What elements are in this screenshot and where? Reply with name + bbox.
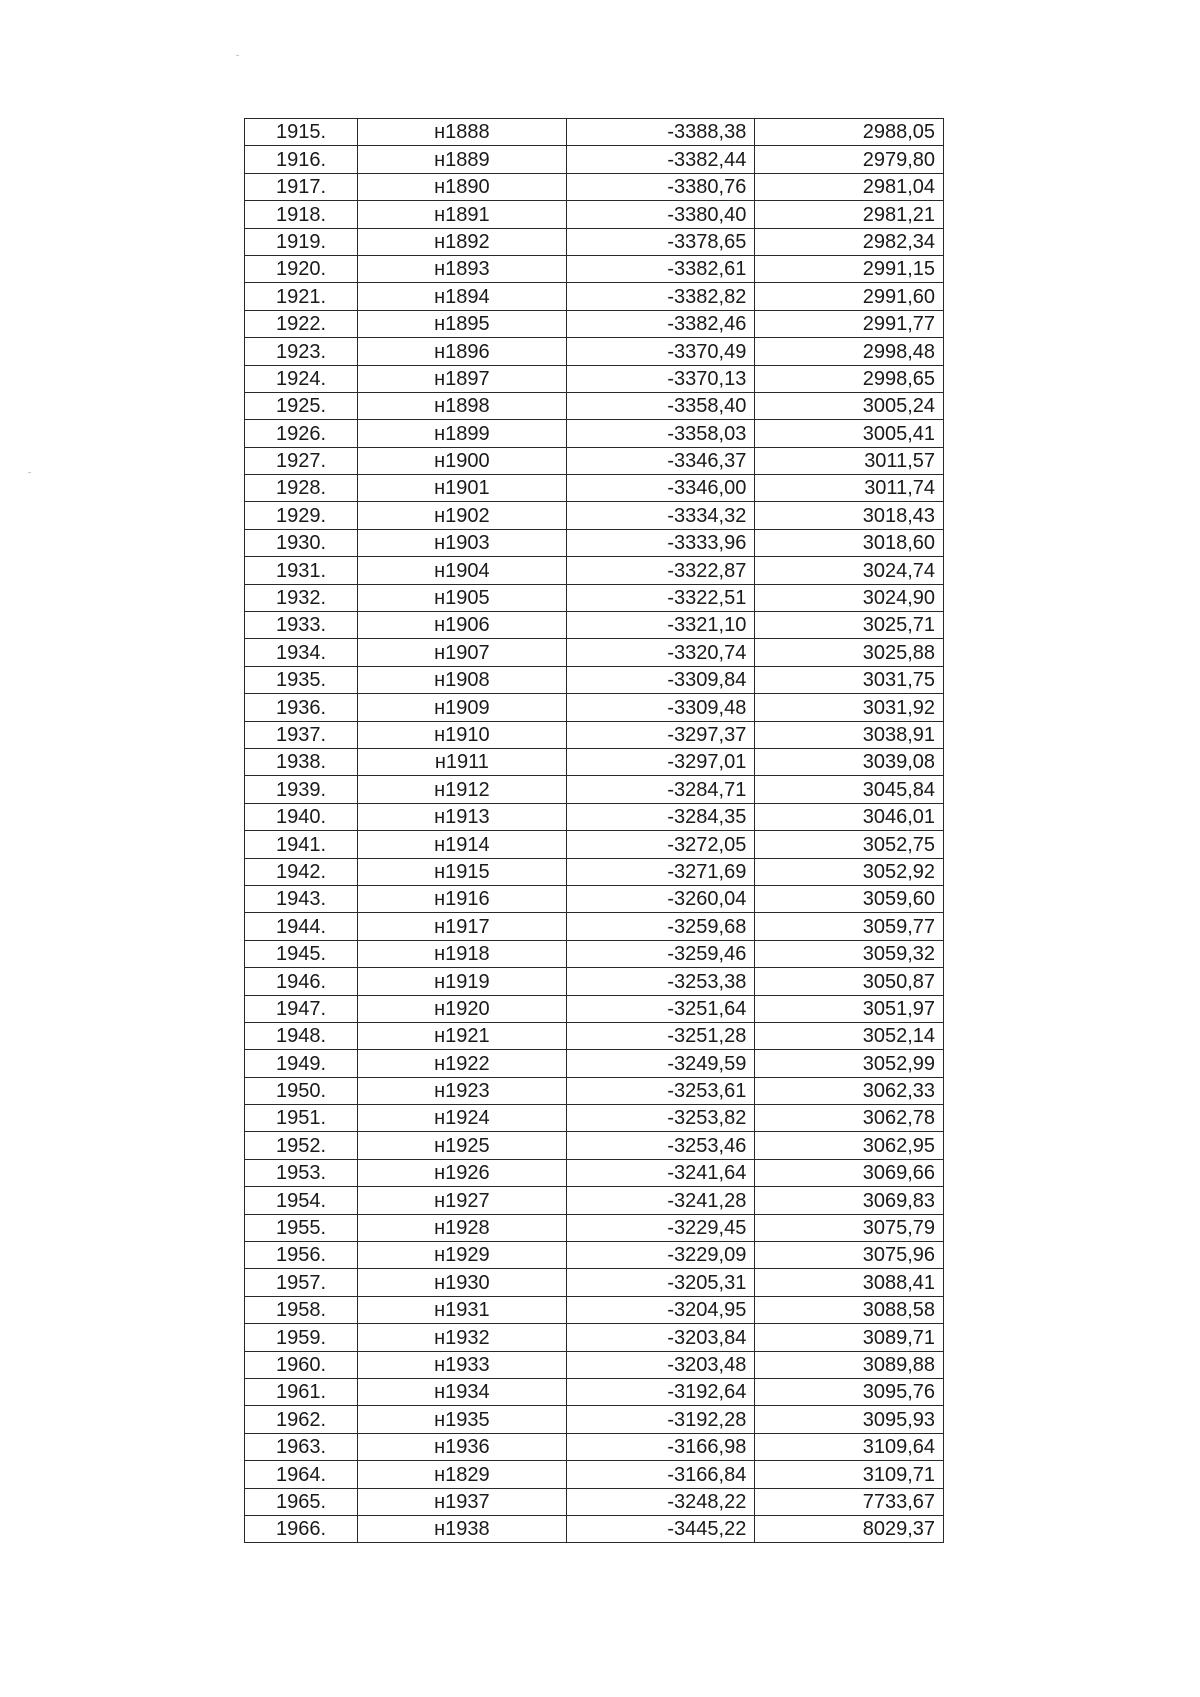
row-number-cell: 1960. <box>245 1351 358 1378</box>
table-row <box>245 146 944 173</box>
y-coordinate-cell: 2988,05 <box>755 119 944 146</box>
point-name-cell: н1911 <box>357 748 566 775</box>
point-name-cell: н1934 <box>357 1378 566 1405</box>
y-coordinate-cell: 3038,91 <box>755 721 944 748</box>
x-coordinate-cell: -3166,84 <box>566 1461 755 1488</box>
table-row <box>245 940 944 967</box>
x-coordinate-cell: -3388,38 <box>566 119 755 146</box>
x-coordinate-cell: -3284,35 <box>566 803 755 830</box>
table-row <box>245 173 944 200</box>
x-coordinate-cell: -3346,00 <box>566 475 755 502</box>
table-row <box>245 201 944 228</box>
table-row <box>245 1461 944 1488</box>
coordinates-table-body <box>245 119 944 1543</box>
row-number-cell: 1927. <box>245 447 358 474</box>
point-name-cell: н1898 <box>357 392 566 419</box>
table-row <box>245 1187 944 1214</box>
point-name-cell: н1938 <box>357 1515 566 1542</box>
x-coordinate-cell: -3251,28 <box>566 1022 755 1049</box>
point-name-cell: н1933 <box>357 1351 566 1378</box>
row-number-cell: 1943. <box>245 885 358 912</box>
point-name-cell: н1908 <box>357 666 566 693</box>
row-number-cell: 1956. <box>245 1242 358 1269</box>
row-number-cell: 1939. <box>245 776 358 803</box>
point-name-cell: н1930 <box>357 1269 566 1296</box>
row-number-cell: 1937. <box>245 721 358 748</box>
x-coordinate-cell: -3382,46 <box>566 310 755 337</box>
scan-speck <box>28 472 31 473</box>
y-coordinate-cell: 3059,60 <box>755 885 944 912</box>
table-row <box>245 584 944 611</box>
row-number-cell: 1961. <box>245 1378 358 1405</box>
row-number-cell: 1966. <box>245 1515 358 1542</box>
table-row <box>245 1159 944 1186</box>
table-row <box>245 420 944 447</box>
y-coordinate-cell: 3011,57 <box>755 447 944 474</box>
row-number-cell: 1924. <box>245 365 358 392</box>
table-row <box>245 475 944 502</box>
row-number-cell: 1964. <box>245 1461 358 1488</box>
table-row <box>245 557 944 584</box>
table-row <box>245 858 944 885</box>
y-coordinate-cell: 3005,41 <box>755 420 944 447</box>
y-coordinate-cell: 3088,58 <box>755 1296 944 1323</box>
y-coordinate-cell: 3069,66 <box>755 1159 944 1186</box>
row-number-cell: 1920. <box>245 255 358 282</box>
row-number-cell: 1955. <box>245 1214 358 1241</box>
table-row <box>245 1324 944 1351</box>
point-name-cell: н1895 <box>357 310 566 337</box>
table-row <box>245 1406 944 1433</box>
table-row <box>245 721 944 748</box>
table-row <box>245 1050 944 1077</box>
table-row <box>245 1433 944 1460</box>
point-name-cell: н1923 <box>357 1077 566 1104</box>
x-coordinate-cell: -3380,40 <box>566 201 755 228</box>
row-number-cell: 1944. <box>245 913 358 940</box>
point-name-cell: н1901 <box>357 475 566 502</box>
table-row <box>245 1488 944 1515</box>
row-number-cell: 1949. <box>245 1050 358 1077</box>
y-coordinate-cell: 2998,65 <box>755 365 944 392</box>
y-coordinate-cell: 3075,96 <box>755 1242 944 1269</box>
row-number-cell: 1954. <box>245 1187 358 1214</box>
row-number-cell: 1915. <box>245 119 358 146</box>
row-number-cell: 1931. <box>245 557 358 584</box>
x-coordinate-cell: -3253,82 <box>566 1105 755 1132</box>
point-name-cell: н1917 <box>357 913 566 940</box>
y-coordinate-cell: 3052,99 <box>755 1050 944 1077</box>
table-row <box>245 310 944 337</box>
y-coordinate-cell: 3045,84 <box>755 776 944 803</box>
y-coordinate-cell: 3031,92 <box>755 694 944 721</box>
y-coordinate-cell: 3050,87 <box>755 968 944 995</box>
y-coordinate-cell: 3062,95 <box>755 1132 944 1159</box>
point-name-cell: н1931 <box>357 1296 566 1323</box>
x-coordinate-cell: -3272,05 <box>566 831 755 858</box>
row-number-cell: 1945. <box>245 940 358 967</box>
x-coordinate-cell: -3203,84 <box>566 1324 755 1351</box>
row-number-cell: 1932. <box>245 584 358 611</box>
table-row <box>245 1242 944 1269</box>
table-row <box>245 968 944 995</box>
y-coordinate-cell: 3069,83 <box>755 1187 944 1214</box>
y-coordinate-cell: 3088,41 <box>755 1269 944 1296</box>
table-row <box>245 529 944 556</box>
x-coordinate-cell: -3229,45 <box>566 1214 755 1241</box>
row-number-cell: 1938. <box>245 748 358 775</box>
point-name-cell: н1922 <box>357 1050 566 1077</box>
y-coordinate-cell: 3059,77 <box>755 913 944 940</box>
x-coordinate-cell: -3284,71 <box>566 776 755 803</box>
y-coordinate-cell: 3031,75 <box>755 666 944 693</box>
x-coordinate-cell: -3251,64 <box>566 995 755 1022</box>
table-row <box>245 913 944 940</box>
table-row <box>245 1515 944 1542</box>
y-coordinate-cell: 2982,34 <box>755 228 944 255</box>
point-name-cell: н1910 <box>357 721 566 748</box>
row-number-cell: 1916. <box>245 146 358 173</box>
point-name-cell: н1914 <box>357 831 566 858</box>
y-coordinate-cell: 3062,78 <box>755 1105 944 1132</box>
table-row <box>245 995 944 1022</box>
x-coordinate-cell: -3260,04 <box>566 885 755 912</box>
row-number-cell: 1946. <box>245 968 358 995</box>
x-coordinate-cell: -3241,64 <box>566 1159 755 1186</box>
point-name-cell: н1894 <box>357 283 566 310</box>
x-coordinate-cell: -3248,22 <box>566 1488 755 1515</box>
x-coordinate-cell: -3309,84 <box>566 666 755 693</box>
point-name-cell: н1905 <box>357 584 566 611</box>
table-row <box>245 1214 944 1241</box>
row-number-cell: 1957. <box>245 1269 358 1296</box>
point-name-cell: н1904 <box>357 557 566 584</box>
row-number-cell: 1963. <box>245 1433 358 1460</box>
table-row <box>245 776 944 803</box>
row-number-cell: 1935. <box>245 666 358 693</box>
row-number-cell: 1962. <box>245 1406 358 1433</box>
x-coordinate-cell: -3382,61 <box>566 255 755 282</box>
y-coordinate-cell: 3011,74 <box>755 475 944 502</box>
x-coordinate-cell: -3203,48 <box>566 1351 755 1378</box>
row-number-cell: 1951. <box>245 1105 358 1132</box>
row-number-cell: 1921. <box>245 283 358 310</box>
x-coordinate-cell: -3229,09 <box>566 1242 755 1269</box>
row-number-cell: 1925. <box>245 392 358 419</box>
y-coordinate-cell: 3018,43 <box>755 502 944 529</box>
table-row <box>245 1022 944 1049</box>
y-coordinate-cell: 3024,90 <box>755 584 944 611</box>
x-coordinate-cell: -3259,46 <box>566 940 755 967</box>
x-coordinate-cell: -3204,95 <box>566 1296 755 1323</box>
y-coordinate-cell: 3109,64 <box>755 1433 944 1460</box>
row-number-cell: 1933. <box>245 612 358 639</box>
table-row <box>245 1077 944 1104</box>
row-number-cell: 1930. <box>245 529 358 556</box>
row-number-cell: 1923. <box>245 338 358 365</box>
table-row <box>245 1351 944 1378</box>
y-coordinate-cell: 3089,88 <box>755 1351 944 1378</box>
x-coordinate-cell: -3333,96 <box>566 529 755 556</box>
row-number-cell: 1918. <box>245 201 358 228</box>
point-name-cell: н1903 <box>357 529 566 556</box>
row-number-cell: 1929. <box>245 502 358 529</box>
y-coordinate-cell: 3095,76 <box>755 1378 944 1405</box>
point-name-cell: н1891 <box>357 201 566 228</box>
point-name-cell: н1913 <box>357 803 566 830</box>
row-number-cell: 1953. <box>245 1159 358 1186</box>
y-coordinate-cell: 3039,08 <box>755 748 944 775</box>
x-coordinate-cell: -3321,10 <box>566 612 755 639</box>
row-number-cell: 1922. <box>245 310 358 337</box>
row-number-cell: 1926. <box>245 420 358 447</box>
point-name-cell: н1916 <box>357 885 566 912</box>
row-number-cell: 1948. <box>245 1022 358 1049</box>
point-name-cell: н1919 <box>357 968 566 995</box>
y-coordinate-cell: 3046,01 <box>755 803 944 830</box>
x-coordinate-cell: -3358,40 <box>566 392 755 419</box>
x-coordinate-cell: -3253,61 <box>566 1077 755 1104</box>
table-row <box>245 885 944 912</box>
x-coordinate-cell: -3259,68 <box>566 913 755 940</box>
y-coordinate-cell: 3075,79 <box>755 1214 944 1241</box>
scan-speck <box>236 55 239 56</box>
x-coordinate-cell: -3380,76 <box>566 173 755 200</box>
point-name-cell: н1892 <box>357 228 566 255</box>
point-name-cell: н1932 <box>357 1324 566 1351</box>
x-coordinate-cell: -3346,37 <box>566 447 755 474</box>
x-coordinate-cell: -3297,01 <box>566 748 755 775</box>
point-name-cell: н1921 <box>357 1022 566 1049</box>
point-name-cell: н1888 <box>357 119 566 146</box>
table-row <box>245 392 944 419</box>
point-name-cell: н1920 <box>357 995 566 1022</box>
x-coordinate-cell: -3249,59 <box>566 1050 755 1077</box>
x-coordinate-cell: -3370,49 <box>566 338 755 365</box>
point-name-cell: н1915 <box>357 858 566 885</box>
table-row <box>245 365 944 392</box>
point-name-cell: н1906 <box>357 612 566 639</box>
table-row <box>245 694 944 721</box>
y-coordinate-cell: 2998,48 <box>755 338 944 365</box>
table-row <box>245 831 944 858</box>
point-name-cell: н1928 <box>357 1214 566 1241</box>
point-name-cell: н1929 <box>357 1242 566 1269</box>
x-coordinate-cell: -3253,38 <box>566 968 755 995</box>
row-number-cell: 1919. <box>245 228 358 255</box>
y-coordinate-cell: 7733,67 <box>755 1488 944 1515</box>
point-name-cell: н1927 <box>357 1187 566 1214</box>
y-coordinate-cell: 3052,92 <box>755 858 944 885</box>
x-coordinate-cell: -3320,74 <box>566 639 755 666</box>
row-number-cell: 1965. <box>245 1488 358 1515</box>
point-name-cell: н1893 <box>357 255 566 282</box>
y-coordinate-cell: 3024,74 <box>755 557 944 584</box>
point-name-cell: н1900 <box>357 447 566 474</box>
table-row <box>245 748 944 775</box>
point-name-cell: н1899 <box>357 420 566 447</box>
table-row <box>245 1132 944 1159</box>
row-number-cell: 1952. <box>245 1132 358 1159</box>
y-coordinate-cell: 3052,75 <box>755 831 944 858</box>
table-row <box>245 228 944 255</box>
x-coordinate-cell: -3358,03 <box>566 420 755 447</box>
point-name-cell: н1889 <box>357 146 566 173</box>
point-name-cell: н1907 <box>357 639 566 666</box>
y-coordinate-cell: 2979,80 <box>755 146 944 173</box>
point-name-cell: н1926 <box>357 1159 566 1186</box>
point-name-cell: н1937 <box>357 1488 566 1515</box>
x-coordinate-cell: -3241,28 <box>566 1187 755 1214</box>
x-coordinate-cell: -3445,22 <box>566 1515 755 1542</box>
y-coordinate-cell: 2991,60 <box>755 283 944 310</box>
point-name-cell: н1890 <box>357 173 566 200</box>
x-coordinate-cell: -3382,44 <box>566 146 755 173</box>
x-coordinate-cell: -3334,32 <box>566 502 755 529</box>
point-name-cell: н1918 <box>357 940 566 967</box>
table-row <box>245 255 944 282</box>
row-number-cell: 1940. <box>245 803 358 830</box>
x-coordinate-cell: -3370,13 <box>566 365 755 392</box>
table-row <box>245 119 944 146</box>
x-coordinate-cell: -3309,48 <box>566 694 755 721</box>
row-number-cell: 1934. <box>245 639 358 666</box>
x-coordinate-cell: -3297,37 <box>566 721 755 748</box>
point-name-cell: н1936 <box>357 1433 566 1460</box>
y-coordinate-cell: 3062,33 <box>755 1077 944 1104</box>
table-row <box>245 1378 944 1405</box>
coordinates-table <box>244 118 944 1543</box>
point-name-cell: н1912 <box>357 776 566 803</box>
table-row <box>245 1269 944 1296</box>
y-coordinate-cell: 2981,04 <box>755 173 944 200</box>
y-coordinate-cell: 2991,15 <box>755 255 944 282</box>
y-coordinate-cell: 3095,93 <box>755 1406 944 1433</box>
table-row <box>245 283 944 310</box>
table-row <box>245 502 944 529</box>
row-number-cell: 1959. <box>245 1324 358 1351</box>
y-coordinate-cell: 8029,37 <box>755 1515 944 1542</box>
row-number-cell: 1941. <box>245 831 358 858</box>
table-row <box>245 338 944 365</box>
point-name-cell: н1902 <box>357 502 566 529</box>
table-row <box>245 803 944 830</box>
point-name-cell: н1896 <box>357 338 566 365</box>
y-coordinate-cell: 2981,21 <box>755 201 944 228</box>
table-row <box>245 639 944 666</box>
x-coordinate-cell: -3378,65 <box>566 228 755 255</box>
row-number-cell: 1958. <box>245 1296 358 1323</box>
point-name-cell: н1829 <box>357 1461 566 1488</box>
x-coordinate-cell: -3166,98 <box>566 1433 755 1460</box>
row-number-cell: 1950. <box>245 1077 358 1104</box>
row-number-cell: 1942. <box>245 858 358 885</box>
table-row <box>245 612 944 639</box>
point-name-cell: н1897 <box>357 365 566 392</box>
x-coordinate-cell: -3271,69 <box>566 858 755 885</box>
y-coordinate-cell: 3089,71 <box>755 1324 944 1351</box>
table-row <box>245 447 944 474</box>
y-coordinate-cell: 3051,97 <box>755 995 944 1022</box>
point-name-cell: н1909 <box>357 694 566 721</box>
y-coordinate-cell: 3025,88 <box>755 639 944 666</box>
x-coordinate-cell: -3192,28 <box>566 1406 755 1433</box>
x-coordinate-cell: -3322,51 <box>566 584 755 611</box>
table-row <box>245 1296 944 1323</box>
row-number-cell: 1947. <box>245 995 358 1022</box>
y-coordinate-cell: 3018,60 <box>755 529 944 556</box>
y-coordinate-cell: 2991,77 <box>755 310 944 337</box>
y-coordinate-cell: 3052,14 <box>755 1022 944 1049</box>
row-number-cell: 1928. <box>245 475 358 502</box>
point-name-cell: н1925 <box>357 1132 566 1159</box>
point-name-cell: н1924 <box>357 1105 566 1132</box>
x-coordinate-cell: -3253,46 <box>566 1132 755 1159</box>
y-coordinate-cell: 3025,71 <box>755 612 944 639</box>
x-coordinate-cell: -3205,31 <box>566 1269 755 1296</box>
y-coordinate-cell: 3109,71 <box>755 1461 944 1488</box>
y-coordinate-cell: 3059,32 <box>755 940 944 967</box>
y-coordinate-cell: 3005,24 <box>755 392 944 419</box>
row-number-cell: 1936. <box>245 694 358 721</box>
table-row <box>245 666 944 693</box>
x-coordinate-cell: -3192,64 <box>566 1378 755 1405</box>
x-coordinate-cell: -3382,82 <box>566 283 755 310</box>
table-row <box>245 1105 944 1132</box>
row-number-cell: 1917. <box>245 173 358 200</box>
x-coordinate-cell: -3322,87 <box>566 557 755 584</box>
point-name-cell: н1935 <box>357 1406 566 1433</box>
